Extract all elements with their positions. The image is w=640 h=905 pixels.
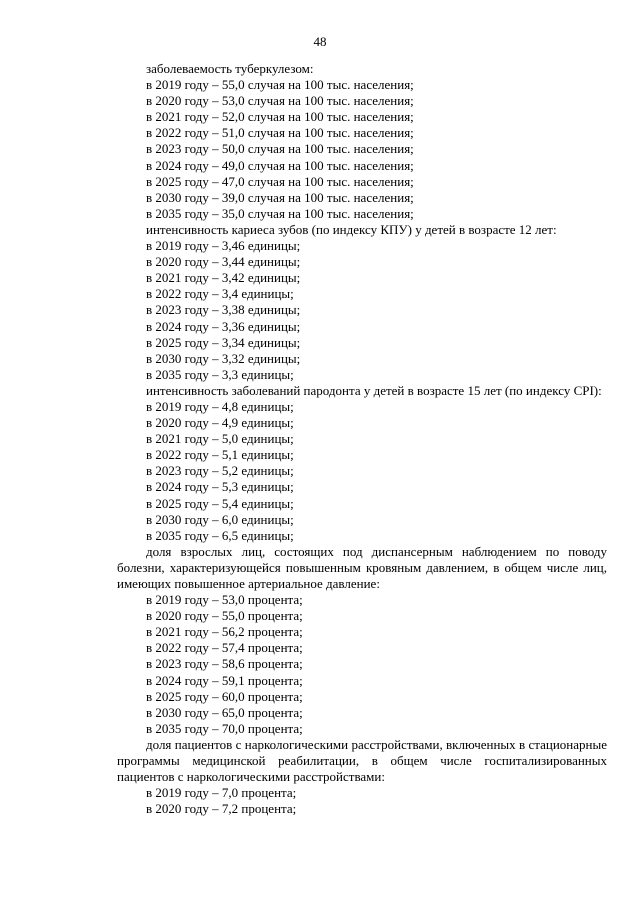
- list-item: в 2020 году – 53,0 случая на 100 тыс. населения;: [146, 93, 414, 109]
- list-item: в 2024 году – 5,3 единицы;: [146, 479, 294, 495]
- list-item: в 2023 году – 5,2 единицы;: [146, 463, 294, 479]
- list-item: в 2035 году – 70,0 процента;: [146, 720, 303, 736]
- list-item: в 2035 году – 3,3 единицы;: [146, 366, 294, 382]
- list-item: в 2023 году – 50,0 случая на 100 тыс. населения;: [146, 141, 414, 157]
- paragraph-caries-intro: интенсивность кариеса зубов (по индексу КПУ) у детей в возрасте 12 лет:: [146, 221, 557, 237]
- list-item: в 2030 году – 65,0 процента;: [146, 704, 303, 720]
- paragraph-tuberculosis-intro: заболеваемость туберкулезом:: [146, 61, 314, 76]
- list-item: в 2019 году – 7,0 процента;: [146, 785, 297, 801]
- list-item: в 2019 году – 4,8 единицы;: [146, 398, 294, 414]
- list-item: в 2023 году – 58,6 процента;: [146, 656, 303, 672]
- list-item: в 2022 году – 57,4 процента;: [146, 640, 303, 656]
- list-item: в 2025 году – 3,34 единицы;: [146, 334, 301, 350]
- list-item: в 2021 году – 3,42 единицы;: [146, 270, 301, 286]
- list-item: в 2035 году – 6,5 единицы;: [146, 527, 294, 543]
- list-item: в 2030 году – 3,32 единицы;: [146, 350, 301, 366]
- list-item: в 2025 году – 60,0 процента;: [146, 688, 303, 704]
- list-item: в 2019 году – 53,0 процента;: [146, 592, 303, 608]
- list-item: в 2024 году – 3,36 единицы;: [146, 318, 301, 334]
- list-item: в 2024 году – 59,1 процента;: [146, 672, 303, 688]
- document-body: [117, 61, 607, 817]
- paragraph-periodontal-intro: интенсивность заболеваний пародонта у детей в возрасте 15 лет (по индексу CPI):: [146, 382, 602, 398]
- list-item: в 2022 году – 3,4 единицы;: [146, 286, 294, 302]
- list-item: в 2020 году – 4,9 единицы;: [146, 415, 294, 431]
- list-item: в 2025 году – 47,0 случая на 100 тыс. населения;: [146, 173, 414, 189]
- list-item: в 2019 году – 55,0 случая на 100 тыс. населения;: [146, 77, 414, 93]
- list-item: в 2022 году – 51,0 случая на 100 тыс. населения;: [146, 125, 414, 141]
- list-item: в 2019 году – 3,46 единицы;: [146, 238, 301, 254]
- list-item: в 2022 году – 5,1 единицы;: [146, 447, 294, 463]
- list-item: в 2030 году – 6,0 единицы;: [146, 511, 294, 527]
- list-item: в 2035 году – 35,0 случая на 100 тыс. населения;: [146, 205, 414, 221]
- list-item: в 2021 году – 56,2 процента;: [146, 624, 303, 640]
- list-item: в 2021 году – 52,0 случая на 100 тыс. населения;: [146, 109, 414, 125]
- list-item: в 2020 году – 55,0 процента;: [146, 608, 303, 624]
- list-item: в 2025 году – 5,4 единицы;: [146, 495, 294, 511]
- page-number: 48: [313, 34, 327, 49]
- list-item: в 2024 году – 49,0 случая на 100 тыс. населения;: [146, 157, 414, 173]
- paragraph-narcology-intro: доля пациентов с наркологическими расстройствами, включенных в стационарные программы медицинской реабилитации, в общем числе госпитализированных пациентов с наркологическими расстройствами:: [117, 736, 607, 785]
- list-item: в 2020 году – 3,44 единицы;: [146, 254, 301, 270]
- list-item: в 2020 году – 7,2 процента;: [146, 801, 297, 817]
- list-item: в 2030 году – 39,0 случая на 100 тыс. населения;: [146, 189, 414, 205]
- list-item: в 2023 году – 3,38 единицы;: [146, 302, 301, 318]
- list-item: в 2021 году – 5,0 единицы;: [146, 431, 294, 447]
- paragraph-hypertension-intro: доля взрослых лиц, состоящих под диспансерным наблюдением по поводу болезни, характеризующейся повышенным кровяным давлением, в общем числе лиц, имеющих повышенное артериальное давление:: [117, 543, 607, 591]
